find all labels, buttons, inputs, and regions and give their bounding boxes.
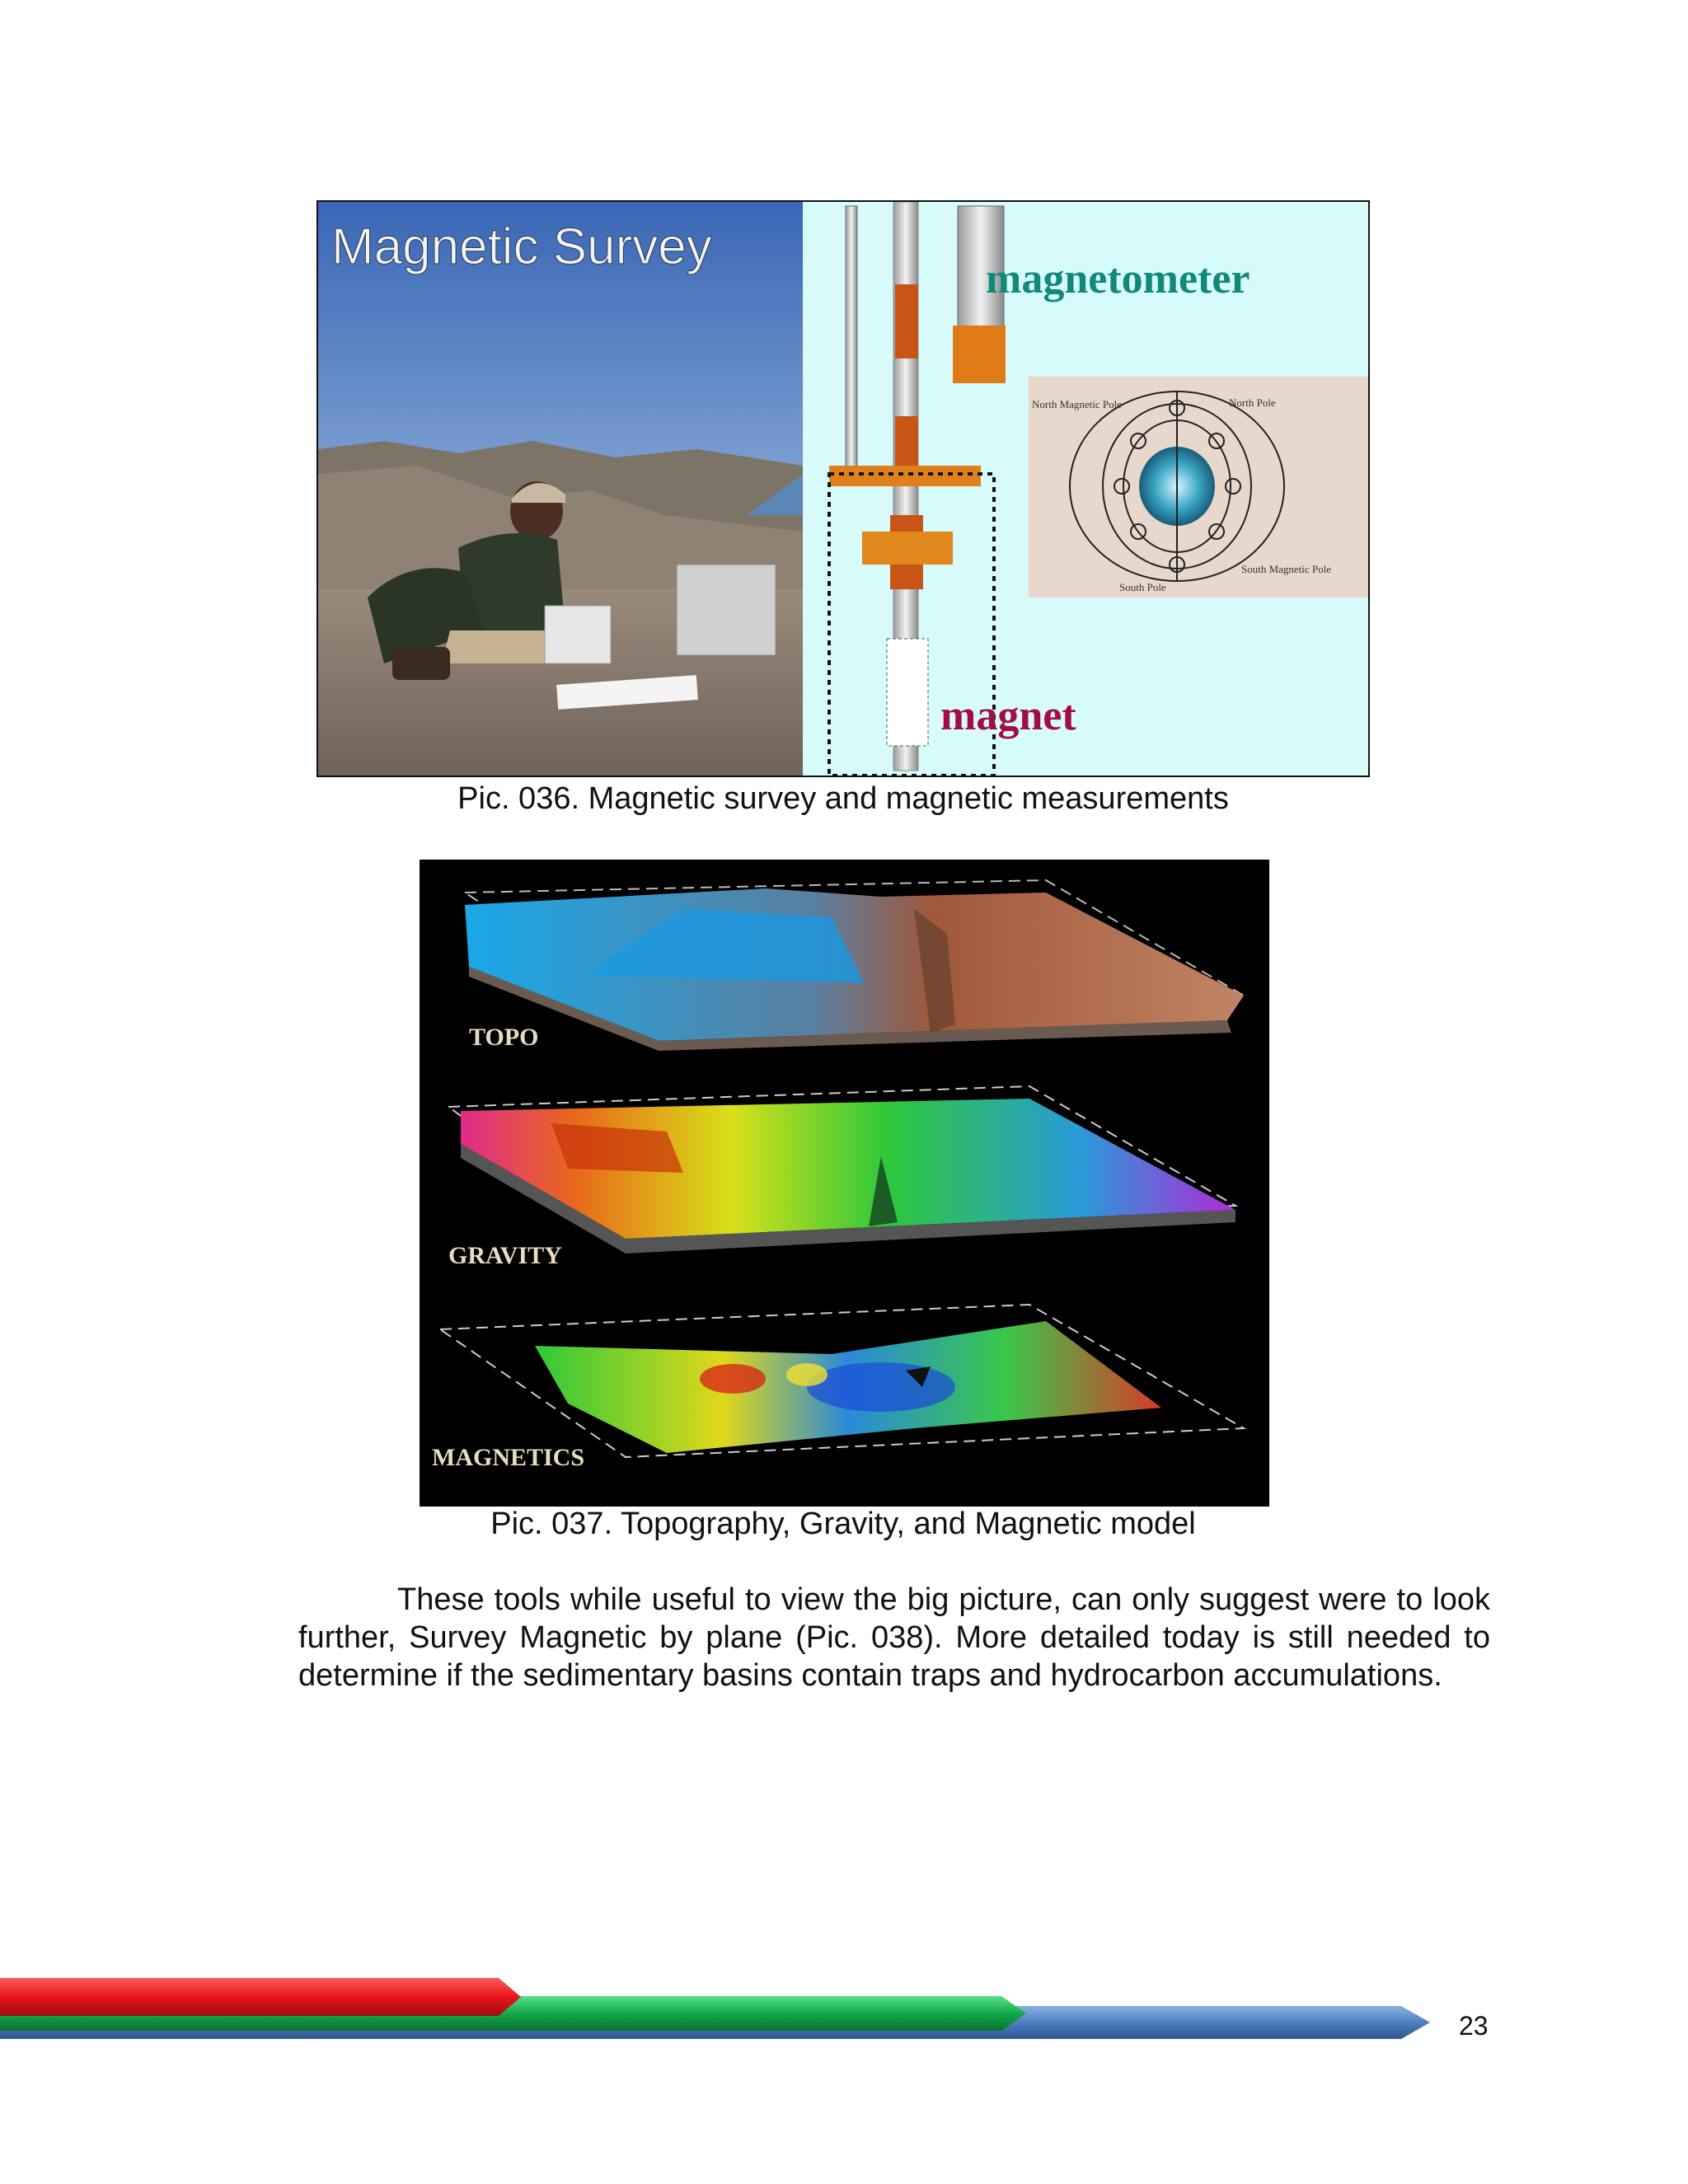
- figure-layer-model: [420, 860, 1269, 1507]
- figure2-caption: Pic. 037. Topography, Gravity, and Magnetic model: [490, 1507, 1196, 1541]
- label-magnetics: MAGNETICS: [432, 1444, 585, 1471]
- label-south-pole: South Pole: [1119, 581, 1166, 593]
- footer-bar-red: [0, 1978, 521, 2016]
- label-north-pole: North Pole: [1229, 396, 1276, 409]
- footer-decoration: [0, 1970, 1451, 2073]
- body-paragraph: These tools while useful to view the big picture, can only suggest were to look further, Survey Magnetic by plane (Pic. 038). More detailed today is still needed to determine if the sedimentary basins contain traps and hydrocarbon accumulations.: [298, 1582, 1490, 1693]
- figure-magnetic-survey: [316, 200, 1370, 777]
- label-magnetometer: magnetometer: [986, 255, 1250, 302]
- magnetometer-box: [545, 606, 611, 663]
- label-north-magnetic-pole: North Magnetic Pole: [1032, 398, 1123, 410]
- label-gravity: GRAVITY: [448, 1242, 562, 1269]
- page-number: 23: [1459, 2011, 1489, 2041]
- figure1-title: Magnetic Survey: [331, 218, 712, 275]
- label-topo: TOPO: [469, 1024, 539, 1051]
- figure1-caption: Pic. 036. Magnetic survey and magnetic measurements: [457, 781, 1229, 816]
- gravity-layer: [448, 1086, 1236, 1269]
- label-south-magnetic-pole: South Magnetic Pole: [1241, 563, 1332, 575]
- topo-layer: [465, 880, 1244, 1051]
- earth-field-inset: [1029, 377, 1368, 598]
- magnetics-layer: [432, 1305, 1244, 1471]
- label-magnet: magnet: [940, 692, 1076, 739]
